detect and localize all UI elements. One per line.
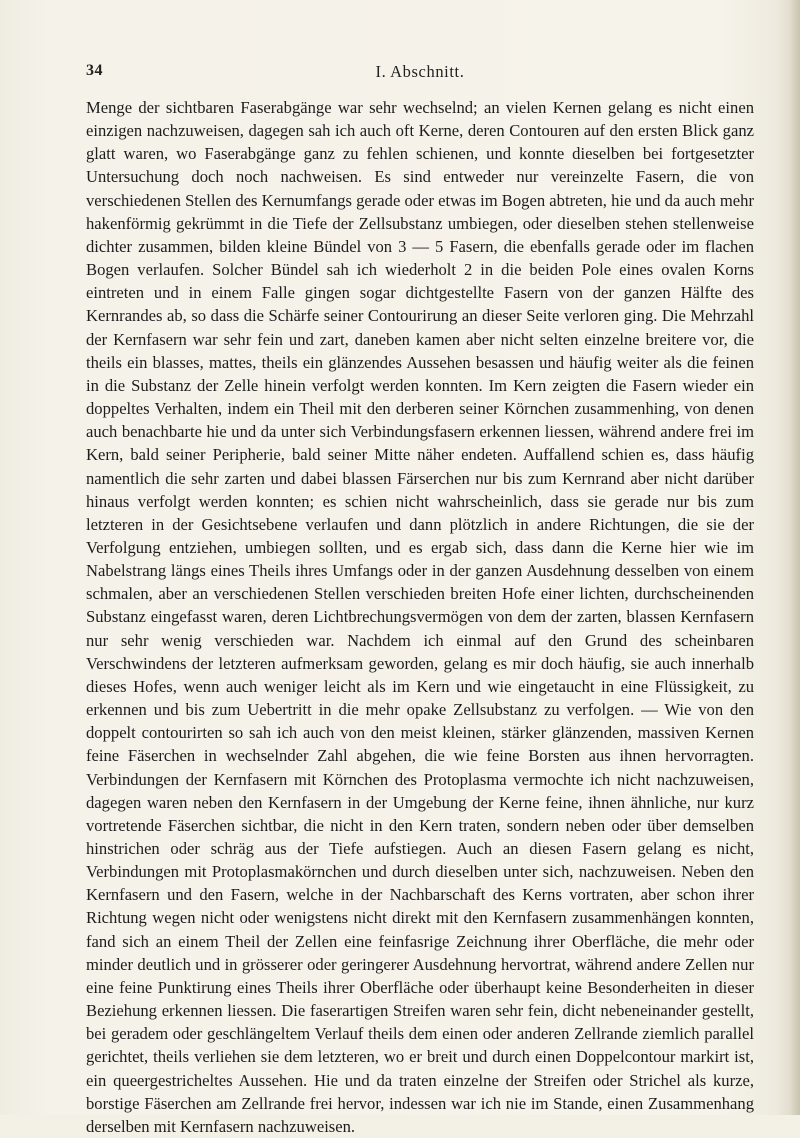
page-header <box>86 62 754 86</box>
page-number: 34 <box>86 62 103 79</box>
paragraph: Menge der sichtbaren Faserabgänge war sehr wechselnd; an vielen Kernen gelang es nicht einen einzigen nachzuweisen, dagegen sah ich auch oft Kerne, deren Contouren auf den ersten Blick ganz glatt waren, wo Faserabgänge ganz zu fehlen schienen, und konnte dieselben bei fortgesetzter Untersuchung doch noch nachweisen. Es sind entweder nur vereinzelte Fasern, die von verschiedenen Stellen des Kernumfangs gerade oder etwas im Bogen abtreten, hie und da auch mehr hakenförmig gekrümmt in die Tiefe der Zellsubstanz umbiegen, oder dieselben stehen stellenweise dichter zusammen, bilden kleine Bündel von 3 — 5 Fasern, die ebenfalls gerade oder im flachen Bogen verlaufen. Solcher Bündel sah ich wiederholt 2 in die beiden Pole eines ovalen Korns eintreten und in einem Falle gingen sogar dichtgestellte Fasern von der ganzen Hälfte des Kernrandes ab, so dass die Schärfe seiner Contourirung an dieser Seite verloren ging. Die Mehrzahl der Kernfasern war sehr fein und zart, daneben kamen aber nicht selten einzelne breitere vor, die theils ein blasses, mattes, theils ein glänzendes Aussehen besassen und häufig weiter als die feinen in die Substanz der Zelle hinein verfolgt werden konnten. Im Kern zeigten die Fasern wieder ein doppeltes Verhalten, indem ein Theil mit den derberen seiner Körnchen zusammenhing, von denen auch benachbarte hie und da unter sich Verbindungsfasern erkennen liessen, während andere frei im Kern, bald seiner Peripherie, bald seiner Mitte näher endeten. Auffallend schien es, dass häufig namentlich die sehr zarten und dabei blassen Färserchen nur bis zum Kernrand aber nicht darüber hinaus verfolgt werden konnten; es schien nicht wahrscheinlich, dass sie gerade nur bis zum letzteren in der Gesichtsebene verlaufen und dann plötzlich in andere Richtungen, die sie der Verfolgung entziehen, umbiegen sollten, und es ergab sich, dass dann die Kerne hier wie im Nabelstrang längs eines Theils ihres Umfangs oder in der ganzen Ausdehnung desselben von einem schmalen, aber an verschiedenen Stellen verschieden breiten Hofe einer lichten, durchscheinenden Substanz eingefasst waren, deren Lichtbrechungsvermögen von dem der zarten, blassen Kernfasern nur sehr wenig verschieden war. Nachdem ich einmal auf den Grund des scheinbaren Verschwindens der letzteren aufmerksam geworden, gelang es mir doch häufig, sie auch innerhalb dieses Hofes, wenn auch weniger leicht als im Kern und wie eingetaucht in eine Flüssigkeit, zu erkennen und bis zum Uebertritt in die mehr opake Zellsubstanz zu verfolgen. — Wie von den doppelt contourirten so sah ich auch von den meist kleinen, stärker glänzenden, massiven Kernen feine Fäserchen in wechselnder Zahl abgehen, die wie feine Borsten aus ihnen hervorragten. Verbindungen der Kernfasern mit Körnchen des Protoplasma vermochte ich nicht nachzuweisen, dagegen waren neben den Kernfasern in der Umgebung der Kerne feine, ihnen ähnliche, nur kurz vortretende Fäserchen sichtbar, die nicht in den Kern traten, sondern neben oder über demselben hinstrichen oder schräg aus der Tiefe aufstiegen. Auch an diesen Fasern gelang es nicht, Verbindungen mit Protoplasmakörnchen und durch dieselben unter sich, nachzuweisen. Neben den Kernfasern und den Fasern, welche in der Nachbarschaft des Kerns vortraten, aber schon ihrer Richtung wegen nicht oder wenigstens nicht direkt mit den Kernfasern zusammenhängen konnten, fand sich an einem Theil der Zellen eine feinfasrige Zeichnung ihrer Oberfläche, die mehr oder minder deutlich und in grösserer oder geringerer Ausdehnung hervortrat, während andere Zellen nur eine feine Punktirung eines Theils ihrer Oberfläche oder überhaupt keine Besonderheiten in dieser Beziehung erkennen liessen. Die faserartigen Streifen waren sehr fein, dicht nebeneinander gestellt, bei geradem oder geschlängeltem Verlauf theils dem einen oder anderen Zellrande ziemlich parallel gerichtet, theils verliehen sie dem letzteren, wo er breit und durch einen Doppelcontour markirt ist, ein queergestricheltes Aussehen. Hie und da traten einzelne der Streifen oder Strichel als kurze, borstige Fäserchen am Zellrande frei hervor, indessen war ich nie im Stande, einen Zusammenhang derselben mit Kernfasern nachzuweisen. <box>86 98 754 1136</box>
page-edge-shadow <box>790 0 800 1115</box>
running-head: I. Abschnitt. <box>375 62 465 81</box>
body-text <box>86 96 754 1138</box>
